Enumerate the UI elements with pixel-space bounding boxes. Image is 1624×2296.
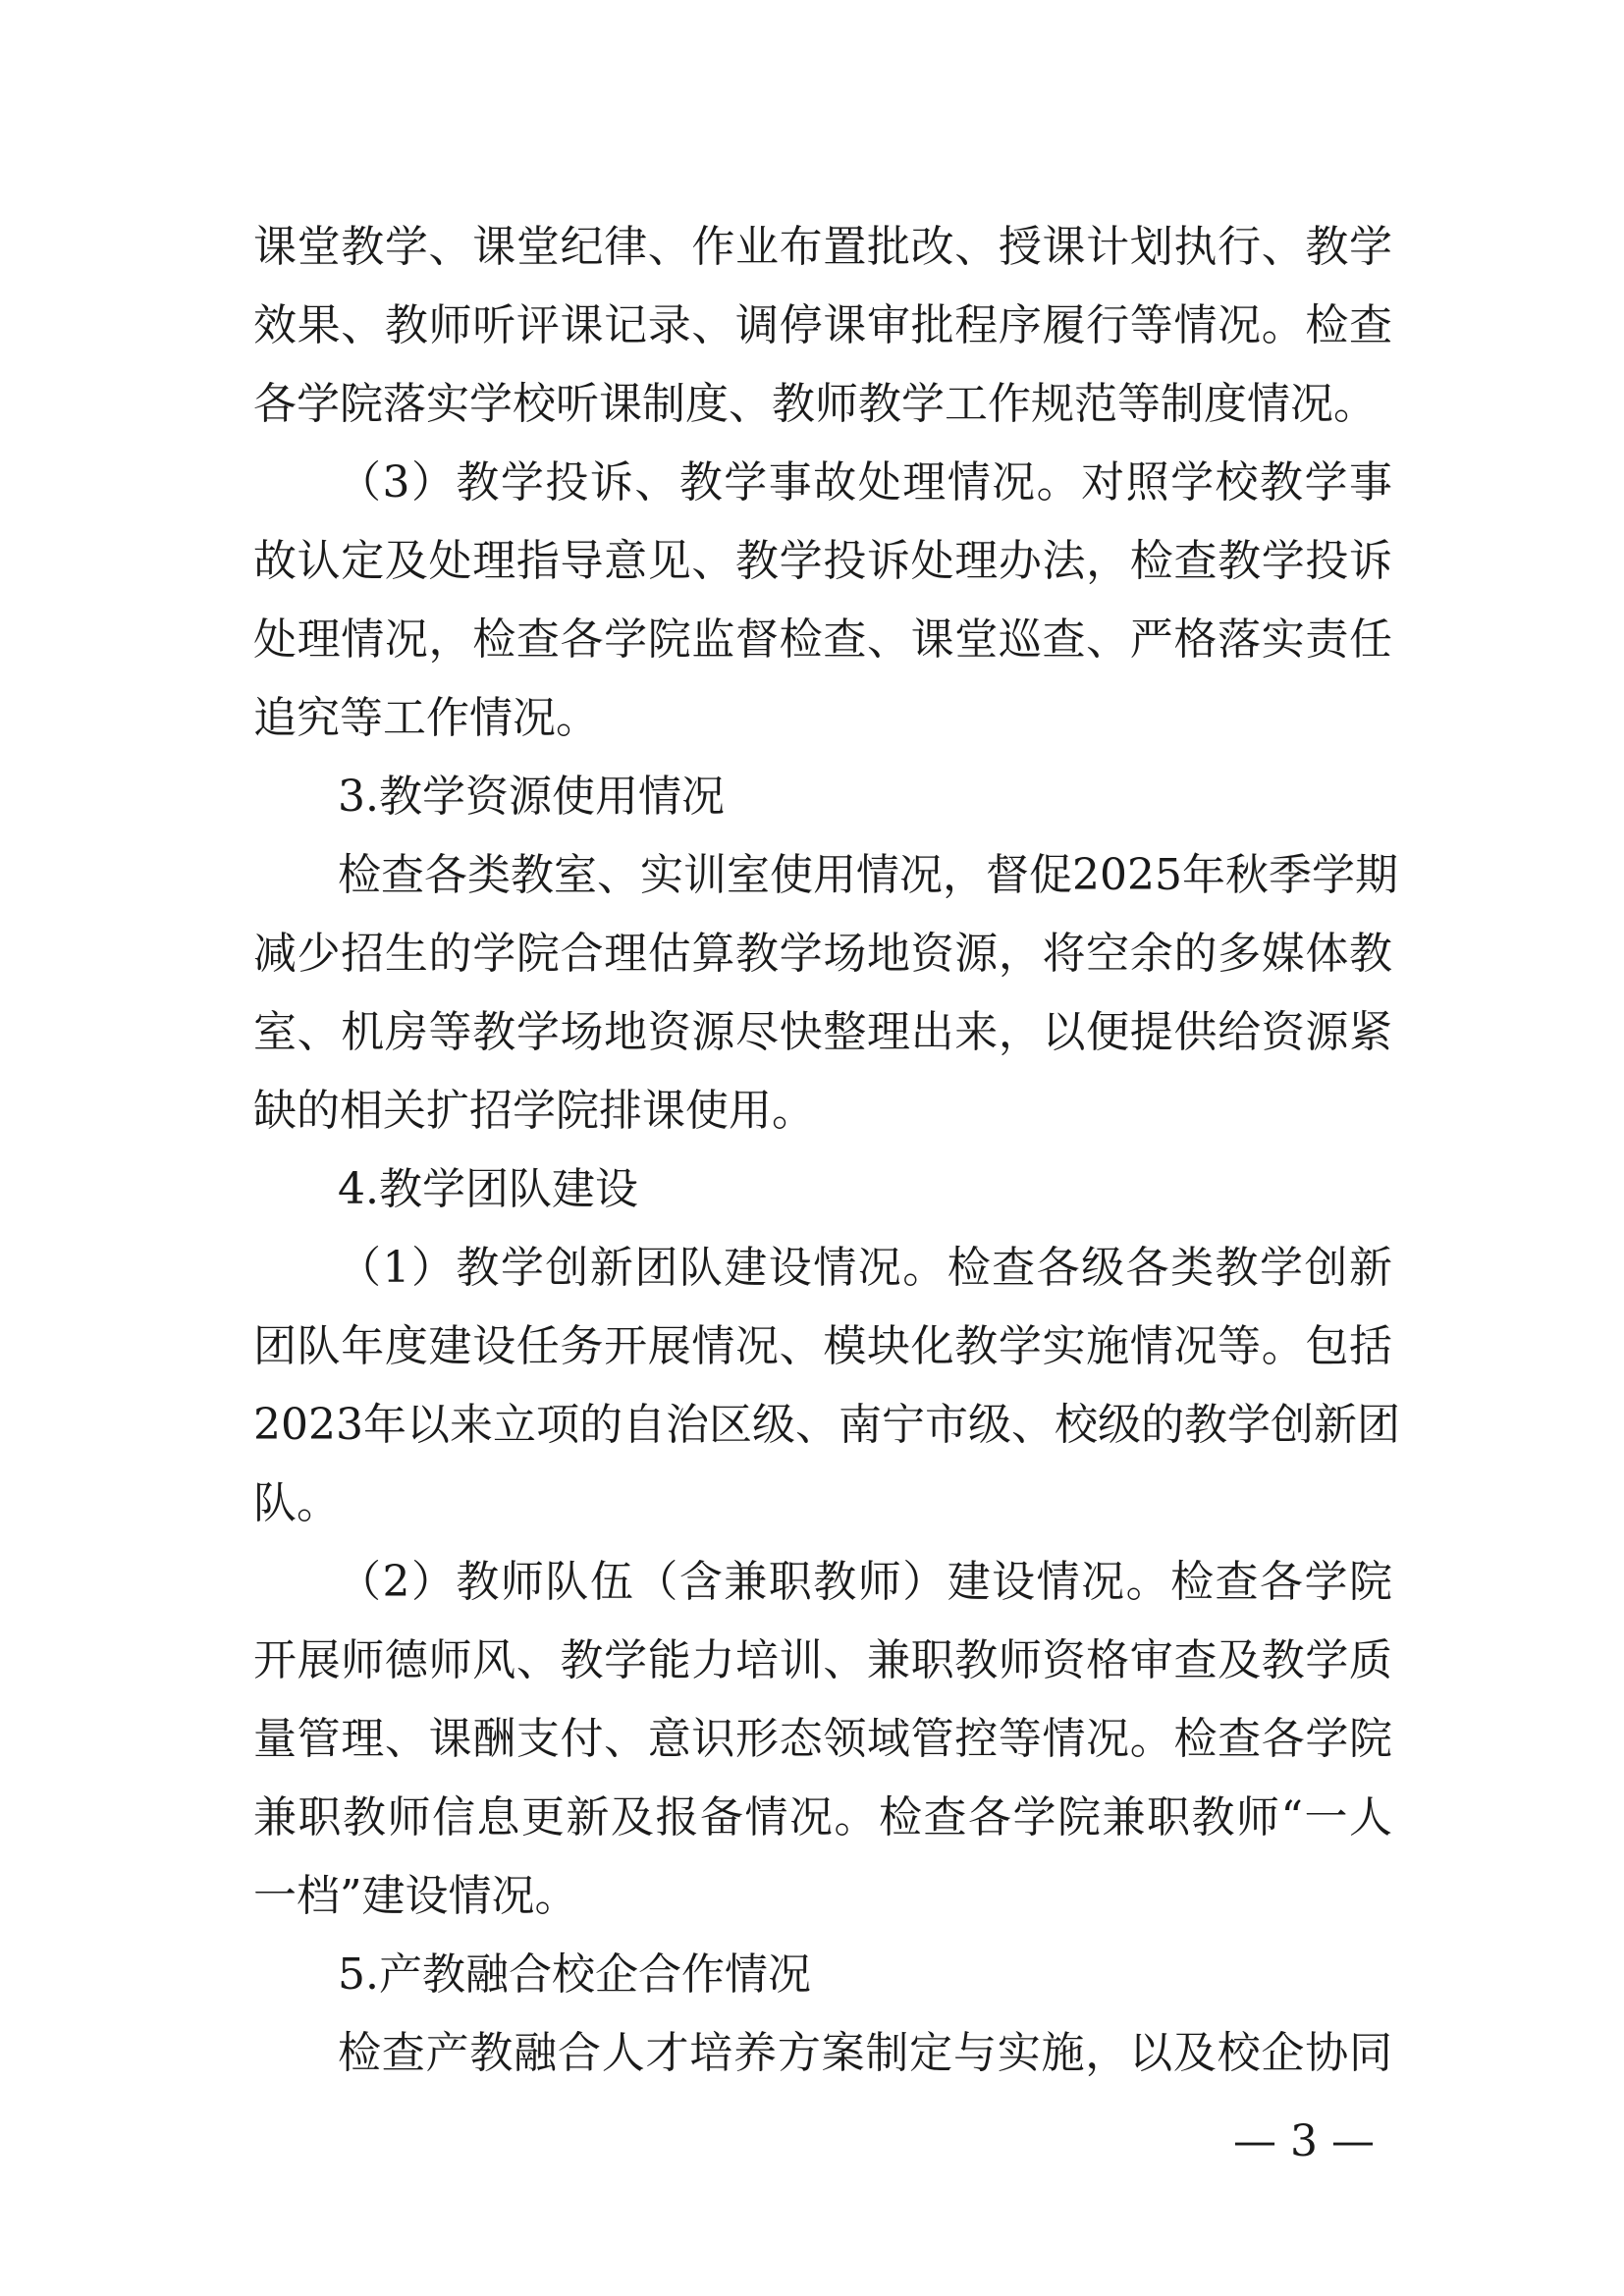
body-text-line: 量管理、课酬支付、意识形态领域管控等情况。检查各学院 — [253, 1714, 1392, 1764]
page-number: — 3 — — [1233, 2116, 1375, 2166]
body-text-line: 检查各类教室、实训室使用情况，督促2025年秋季学期 — [338, 850, 1398, 900]
subsection-heading-line: （2）教师队伍（含兼职教师）建设情况。检查各学院 — [338, 1557, 1392, 1607]
subsection-heading-line: （1）教学创新团队建设情况。检查各级各类教学创新 — [338, 1243, 1392, 1293]
body-text-line: 团队年度建设任务开展情况、模块化教学实施情况等。包括 — [253, 1321, 1392, 1371]
section-heading: 5.产教融合校企合作情况 — [338, 1949, 811, 2000]
subsection-heading-line: （3）教学投诉、教学事故处理情况。对照学校教学事 — [338, 457, 1392, 507]
body-text-line: 处理情况，检查各学院监督检查、课堂巡查、严格落实责任 — [253, 614, 1392, 665]
body-text-line: 课堂教学、课堂纪律、作业布置批改、授课计划执行、教学 — [253, 222, 1392, 272]
body-text-line: 2023年以来立项的自治区级、南宁市级、校级的教学创新团 — [253, 1400, 1400, 1450]
body-text-line: 检查产教融合人才培养方案制定与实施，以及校企协同 — [338, 2028, 1392, 2078]
body-text-line: 追究等工作情况。 — [253, 693, 599, 743]
body-text-line: 各学院落实学校听课制度、教师教学工作规范等制度情况。 — [253, 379, 1377, 429]
body-text-line: 故认定及处理指导意见、教学投诉处理办法，检查教学投诉 — [253, 536, 1392, 586]
body-text-line: 效果、教师听评课记录、调停课审批程序履行等情况。检查 — [253, 300, 1392, 350]
body-text-line: 缺的相关扩招学院排课使用。 — [253, 1086, 815, 1136]
body-text-line: 一档”建设情况。 — [253, 1871, 578, 1921]
body-text-line: 队。 — [253, 1478, 340, 1528]
section-heading: 3.教学资源使用情况 — [338, 772, 725, 822]
section-heading: 4.教学团队建设 — [338, 1164, 638, 1214]
body-text-line: 减少招生的学院合理估算教学场地资源，将空余的多媒体教 — [253, 929, 1392, 979]
body-text-line: 开展师德师风、教学能力培训、兼职教师资格审查及教学质 — [253, 1635, 1392, 1685]
body-text-line: 室、机房等教学场地资源尽快整理出来，以便提供给资源紧 — [253, 1007, 1392, 1057]
body-text-line: 兼职教师信息更新及报备情况。检查各学院兼职教师“一人 — [253, 1792, 1392, 1842]
